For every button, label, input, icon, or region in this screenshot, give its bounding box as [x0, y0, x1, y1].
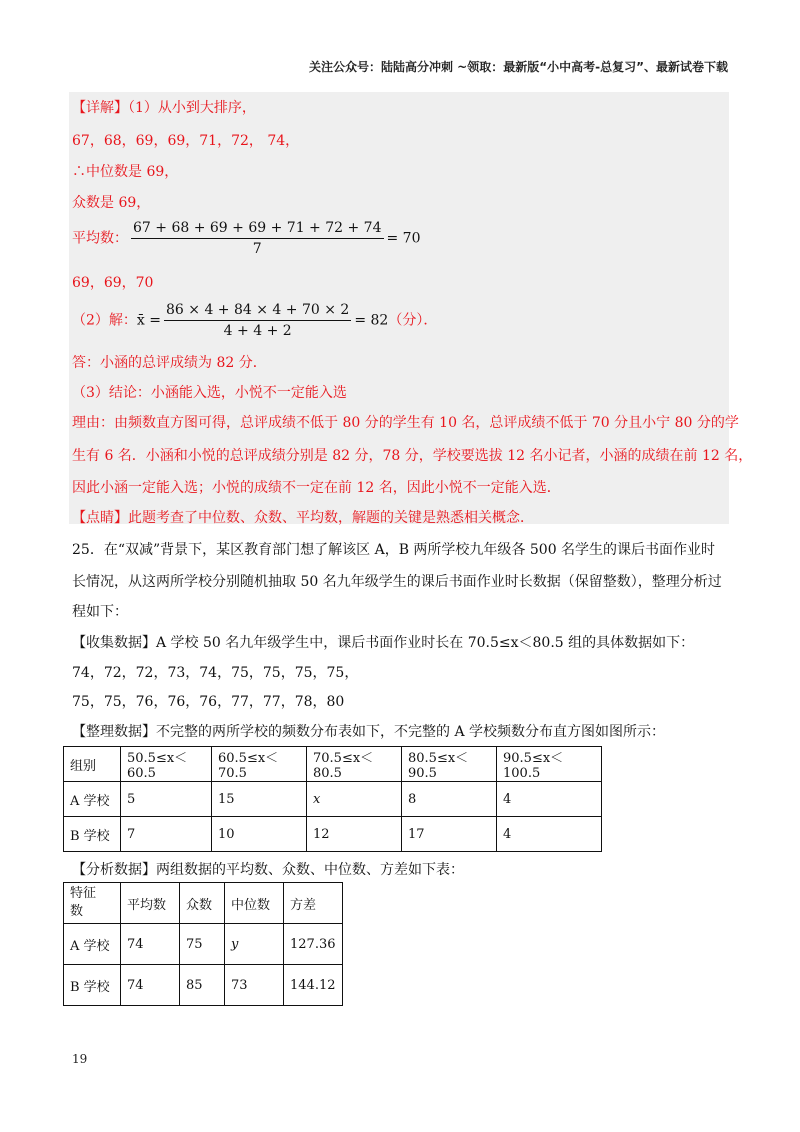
table-cell: 80.5≤x＜90.5: [402, 747, 497, 782]
table-cell: 8: [402, 782, 497, 817]
table-row: [64, 965, 343, 1006]
table-cell: 17: [402, 817, 497, 852]
answer2-line: 答：小涵的总评成绩为 82 分．: [72, 355, 267, 371]
part1-intro: （1）从小到大排序，: [128, 100, 256, 116]
mean-numerator: 67 + 68 + 69 + 69 + 71 + 72 + 74: [131, 220, 384, 239]
table-cell: 90.5≤x＜100.5: [497, 747, 602, 782]
mean-label: 平均数：: [72, 230, 128, 247]
table-cell: 中位数: [225, 883, 284, 924]
part3-line: （3）结论：小涵能入选，小悦不一定能入选: [72, 385, 347, 401]
table-cell: 7: [121, 817, 212, 852]
table-row: [64, 817, 602, 852]
question-25-line-2: 长情况，从这两所学校分别随机抽取 50 名九年级学生的课后书面作业时长数据（保留整数），整理分析过: [72, 574, 722, 590]
table-row: [64, 747, 602, 782]
table-cell: y: [225, 924, 284, 965]
table-cell: 5: [121, 782, 212, 817]
table-cell: A 学校: [64, 924, 121, 965]
table-row: [64, 883, 343, 924]
comment-tag: 【点睛】: [72, 510, 128, 526]
page-number: 19: [72, 1052, 88, 1066]
table-cell: x: [307, 782, 402, 817]
median-line: ∴中位数是 69，: [72, 164, 179, 180]
xbar-symbol: x̄ =: [136, 312, 161, 329]
table-cell: 特征 数: [64, 883, 121, 924]
table-row: [64, 924, 343, 965]
table-cell: 127.36: [284, 924, 343, 965]
table-cell: B 学校: [64, 817, 121, 852]
table-cell: 10: [212, 817, 307, 852]
table-cell: 73: [225, 965, 284, 1006]
answer1-line: 69，69，70: [72, 275, 154, 291]
part2-result: = 82: [354, 312, 389, 329]
table-cell: B 学校: [64, 965, 121, 1006]
table-cell: 4: [497, 782, 602, 817]
part2-denominator: 4 + 4 + 2: [223, 323, 292, 339]
comment-text: 此题考查了中位数、众数、平均数，解题的关键是熟悉相关概念．: [128, 510, 534, 526]
table-cell: 4: [497, 817, 602, 852]
table-cell: A 学校: [64, 782, 121, 817]
mean-line: [72, 220, 421, 257]
sorted-values: 67，68，69，69，71，72， 74，: [72, 133, 300, 149]
table-cell: 70.5≤x＜80.5: [307, 747, 402, 782]
table-row: [64, 782, 602, 817]
statistics-table: [63, 882, 343, 1006]
page-header: 关注公众号：陆陆高分冲刺 ~领取：最新版“小中高考-总复习”、最新试卷下载: [309, 60, 728, 74]
table-cell: 50.5≤x＜60.5: [121, 747, 212, 782]
mode-line: 众数是 69，: [72, 195, 151, 211]
table-cell: 144.12: [284, 965, 343, 1006]
table-cell: 平均数: [121, 883, 180, 924]
question-25-line-1: 25．在“双减”背景下，某区教育部门想了解该区 A，B 两所学校九年级各 500 名学生的课后书面作业时: [72, 542, 716, 558]
table-cell: 组别: [64, 747, 121, 782]
table-cell: 方差: [284, 883, 343, 924]
table-cell: 85: [180, 965, 225, 1006]
table-cell: 74: [121, 924, 180, 965]
part2-fraction: [164, 302, 351, 339]
organize-data-line: 【整理数据】不完整的两所学校的频数分布表如下，不完整的 A 学校频数分布直方图如图所示：: [72, 724, 666, 740]
part2-numerator: 86 × 4 + 84 × 4 + 70 × 2: [164, 302, 351, 321]
comment-line: [72, 507, 534, 527]
collect-data-line: 【收集数据】A 学校 50 名九年级学生中，课后书面作业时长在 70.5≤x＜80.5 组的具体数据如下：: [72, 635, 695, 651]
mean-fraction: [131, 220, 384, 257]
question-25-line-3: 程如下：: [72, 604, 128, 620]
part2-label: （2）解：: [72, 312, 137, 329]
data-line-1: 74，72，72，73，74，75，75，75，75，: [72, 665, 359, 681]
mean-result: = 70: [386, 230, 421, 247]
table-cell: 74: [121, 965, 180, 1006]
reason-line-3: 因此小涵一定能入选；小悦的成绩不一定在前 12 名，因此小悦不一定能入选．: [72, 480, 561, 496]
frequency-table: [63, 746, 602, 852]
reason-line-2: 生有 6 名．小涵和小悦的总评成绩分别是 82 分，78 分，学校要选拔 12 名小记者，小涵的成绩在前 12 名，: [72, 448, 753, 464]
table-cell: 15: [212, 782, 307, 817]
reason-line-1: 理由：由频数直方图可得，总评成绩不低于 80 分的学生有 10 名，总评成绩不低于 70 分且小宁 80 分的学: [72, 415, 739, 431]
detail-tag: 【详解】: [72, 100, 128, 116]
data-line-2: 75，75，76，76，76，77，77，78，80: [72, 694, 345, 710]
detail-line: [72, 97, 256, 117]
table-cell: 12: [307, 817, 402, 852]
part2-unit: （分）．: [388, 312, 438, 329]
table-cell: 众数: [180, 883, 225, 924]
part2-line: [72, 302, 437, 339]
table-cell: 60.5≤x＜70.5: [212, 747, 307, 782]
table-cell: 75: [180, 924, 225, 965]
mean-denominator: 7: [252, 241, 262, 257]
analyze-data-line: 【分析数据】两组数据的平均数、众数、中位数、方差如下表：: [72, 862, 464, 878]
